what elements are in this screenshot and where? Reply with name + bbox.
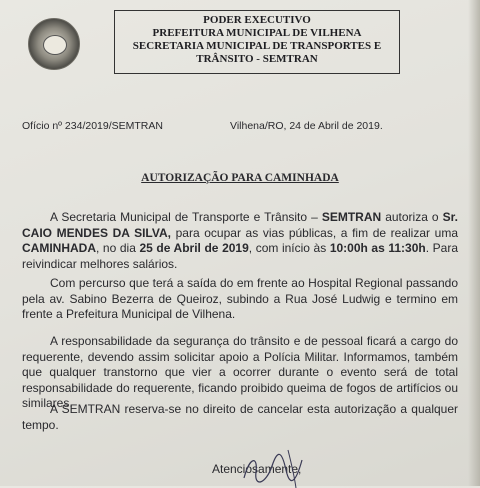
letterhead-line: SECRETARIA MUNICIPAL DE TRANSPORTES E [132, 40, 382, 52]
document-date: Vilhena/RO, 24 de Abril de 2019. [230, 120, 383, 132]
document-title: AUTORIZAÇÃO PARA CAMINHADA [141, 172, 339, 184]
letterhead-line: PODER EXECUTIVO [203, 14, 311, 26]
municipal-seal-icon [28, 18, 80, 70]
letterhead-line: PREFEITURA MUNICIPAL DE VILHENA [152, 27, 362, 39]
closing-salutation: Atenciosamente, [212, 462, 302, 476]
letterhead-line: TRÂNSITO - SEMTRAN [196, 53, 318, 65]
signature-icon [236, 448, 306, 488]
paragraph-4: A SEMTRAN reserva-se no direito de cancelar esta autorização a qualquer tempo. [22, 402, 458, 432]
paragraph-1: A Secretaria Municipal de Transporte e Trânsito – SEMTRAN autoriza o Sr. CAIO MENDES DA SILVA, para ocupar as vias públicas, a fim de realizar uma CAMINHADA, no dia 25 de Abril de 2019, com início às 10:00h as 11:30h. Para reivindicar melhores salários. [22, 210, 459, 271]
paragraph-3: A responsabilidade da segurança do trânsito e de pessoal ficará a cargo do requerente, devendo assim solicitar apoio a Polícia Militar. Informamos, também que qualquer transtorno que vier a ocorrer durante o evento será de total responsabilidade do requerente, ficando proibido queima de fogos de artifícios ou similares. [22, 334, 458, 410]
letterhead-box [114, 10, 400, 74]
paragraph-2: Com percurso que terá a saída do em frente ao Hospital Regional passando pela av. Sabino Bezerra de Queiroz, subindo a Rua José Ludwig e termino em frente a Prefeitura Municipal de Vilhena. [22, 276, 458, 321]
office-reference: Ofício nº 234/2019/SEMTRAN [22, 120, 163, 132]
paper-shadow [468, 0, 480, 486]
